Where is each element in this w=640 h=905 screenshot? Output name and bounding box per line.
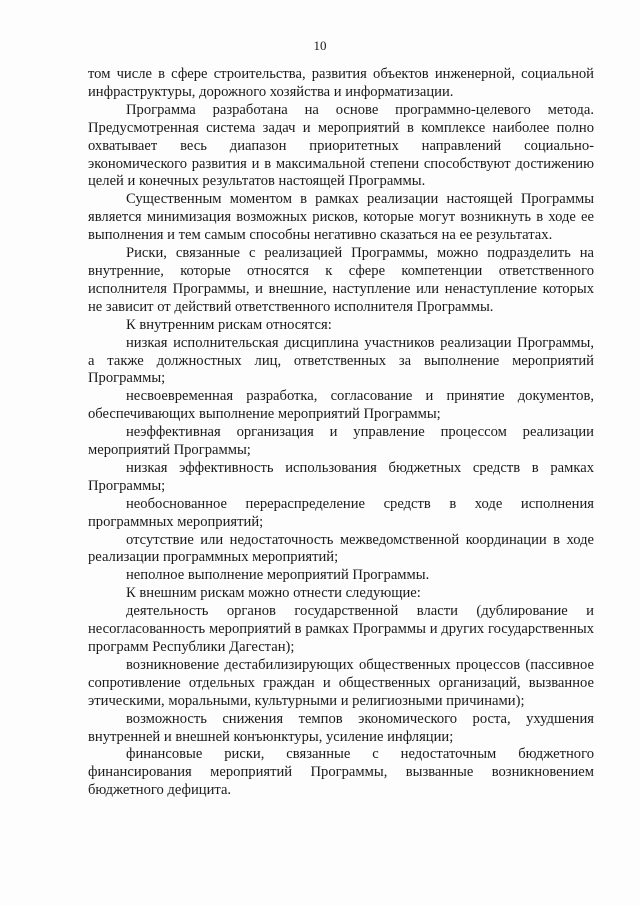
paragraph-risk-classification: Риски, связанные с реализацией Программы, можно подразделить на внутренние, которые относятся к сфере компетенции ответственного исполнителя Программы, и внешние, наступление или ненаступление которых не зависит от действий ответственного исполнителя Программы. [88,245,594,315]
internal-risk-item: отсутствие или недостаточность межведомственной координации в ходе реализации программных мероприятий; [88,531,594,566]
internal-risk-item: несвоевременная разработка, согласование и принятие документов, обеспечивающих выполнение мероприятий Программы; [88,388,594,423]
internal-risks-heading: К внутренним рискам относятся: [126,316,332,333]
document-body [88,66,594,800]
paragraph-continuation: том числе в сфере строительства, развития объектов инженерной, социальной инфраструктуры, дорожного хозяйства и информатизации. [88,66,594,100]
external-risk-item: возникновение дестабилизирующих общественных процессов (пассивное сопротивление отдельных граждан и общественных организаций, вызванное этическими, моральными, культурными и религиозными причинами); [88,656,594,709]
paragraph-method: Программа разработана на основе программно-целевого метода. Предусмотренная система задач и мероприятий в комплексе наиболее полно охватывает весь диапазон приоритетных направлений социально-экономического развития и в максимальной степени способствуют достижению целей и конечных результатов настоящей Программы. [88,101,594,190]
external-risk-item: деятельность органов государственной власти (дублирование и несогласованность мероприятий в рамках Программы и других государственных программ Республики Дагестан); [88,603,594,655]
internal-risk-item: низкая эффективность использования бюджетных средств в рамках Программы; [88,459,594,494]
external-risk-item: возможность снижения темпов экономического роста, ухудшения внутренней и внешней конъюнктуры, усиление инфляции; [88,710,594,745]
paragraph-risk-minimization: Существенным моментом в рамках реализации настоящей Программы является минимизация возможных рисков, которые могут возникнуть в ходе ее выполнения и тем самым способны негативно сказаться на ее результатах. [88,191,594,244]
page-number: 10 [313,38,327,53]
internal-risk-item: необоснованное перераспределение средств в ходе исполнения программных мероприятий; [88,495,594,530]
internal-risk-item: неэффективная организация и управление процессом реализации мероприятий Программы; [88,424,594,459]
internal-risk-item: неполное выполнение мероприятий Программы. [126,567,430,584]
external-risks-heading: К внешним рискам можно отнести следующие: [126,585,421,602]
external-risk-item: финансовые риски, связанные с недостаточным бюджетного финансирования мероприятий Программы, вызванные возникновением бюджетного дефицита. [88,746,594,799]
internal-risk-item: низкая исполнительская дисциплина участников реализации Программы, а также должностных лиц, ответственных за выполнение мероприятий Программы; [88,334,594,387]
